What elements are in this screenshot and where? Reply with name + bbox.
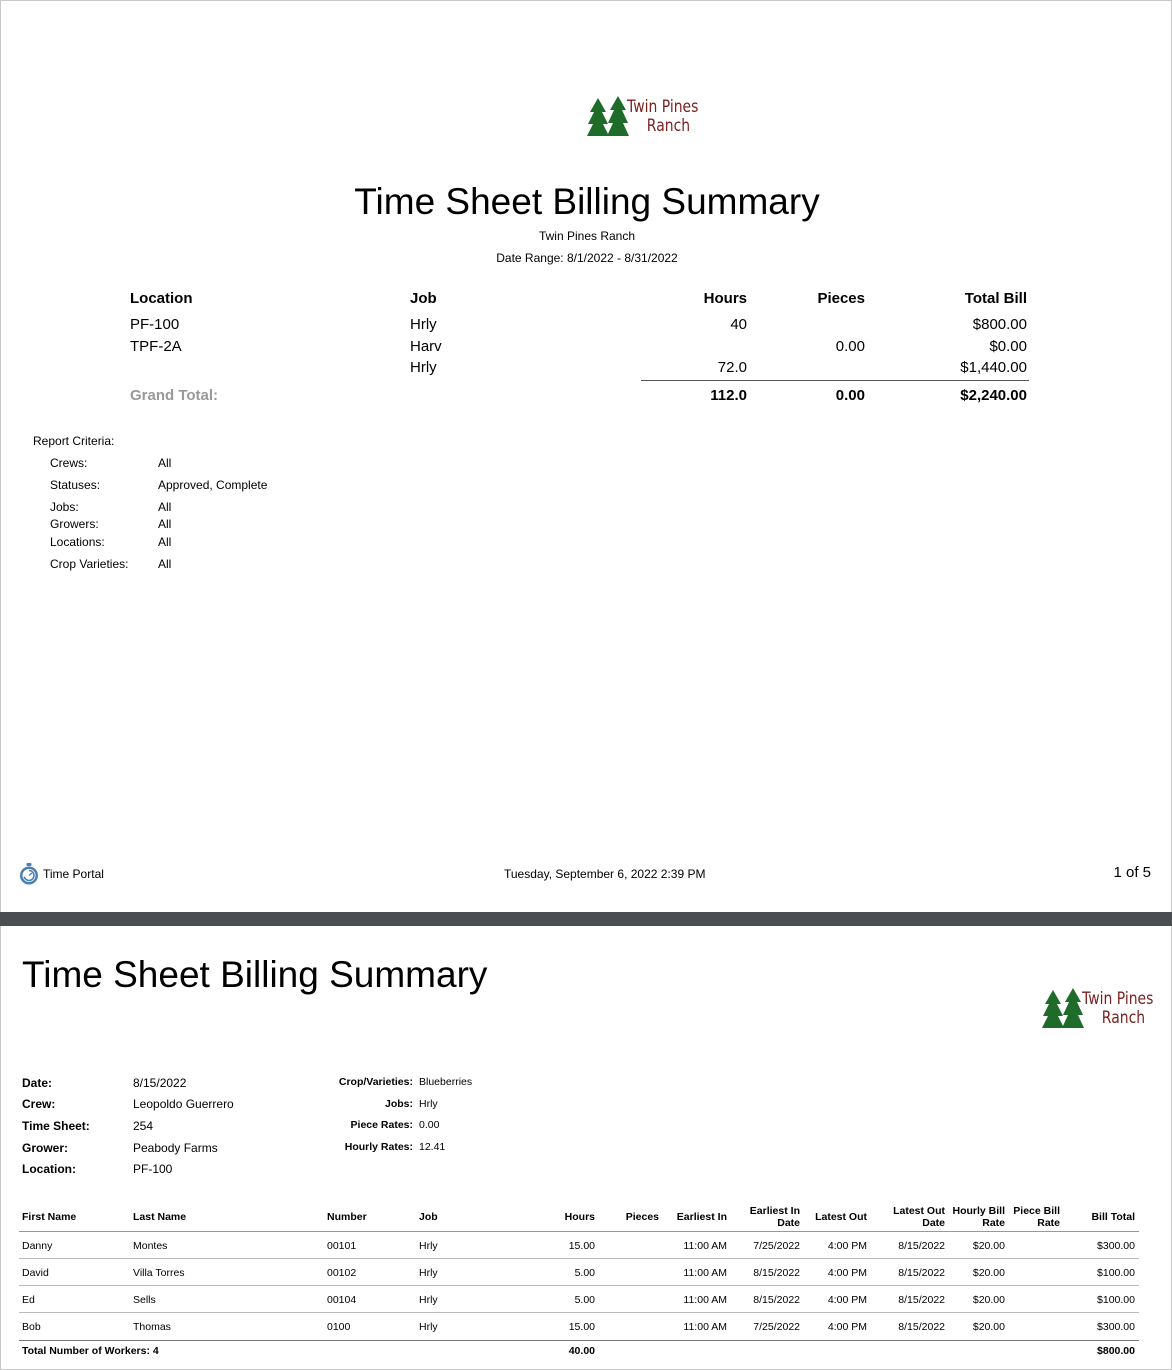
cell-latest-out: 4:00 PM (827, 1294, 867, 1306)
grand-total-pieces: 0.00 (835, 387, 865, 404)
grand-total-divider (641, 380, 1029, 381)
cell-first-name: Ed (22, 1294, 35, 1306)
info-label-grower: Grower: (22, 1141, 69, 1155)
th-hours: Hours (564, 1211, 595, 1223)
info-label-time-sheet: Time Sheet: (22, 1119, 90, 1133)
info-label-location: Location: (22, 1162, 76, 1176)
grand-total-hours: 112.0 (710, 387, 747, 404)
criteria-value: All (158, 557, 172, 571)
cell-hourly-rate: $20.00 (972, 1267, 1005, 1279)
footer-app-name: Time Portal (43, 867, 104, 881)
cell-earliest-in-date: 8/15/2022 (753, 1294, 800, 1306)
cell-earliest-in: 11:00 AM (683, 1267, 727, 1279)
criteria-value: All (158, 517, 172, 531)
row-divider (19, 1312, 1139, 1313)
cell-bill-total: $300.00 (1097, 1321, 1135, 1333)
cell-latest-out-date: 8/15/2022 (898, 1267, 945, 1279)
cell-last-name: Villa Torres (133, 1267, 185, 1279)
summary-job: Hrly (410, 359, 437, 376)
th-earliest-in-date-line2: Date (777, 1217, 800, 1229)
criteria-value: Approved, Complete (158, 478, 268, 492)
logo-text-line2: Ranch (1101, 1008, 1146, 1028)
criteria-label: Crews: (50, 456, 88, 470)
cell-hourly-rate: $20.00 (972, 1294, 1005, 1306)
th-earliest-in-date-line1: Earliest In (749, 1205, 800, 1217)
th-number: Number (327, 1211, 367, 1223)
cell-earliest-in-date: 7/25/2022 (753, 1321, 800, 1333)
info-label-jobs: Jobs: (384, 1098, 413, 1110)
cell-job: Hrly (419, 1267, 438, 1279)
cell-last-name: Montes (133, 1240, 168, 1252)
info-value-piece-rates: 0.00 (419, 1119, 440, 1131)
cell-hourly-rate: $20.00 (972, 1321, 1005, 1333)
info-label-date: Date: (22, 1076, 53, 1090)
info-value-crop: Blueberries (419, 1076, 473, 1088)
criteria-label: Locations: (50, 535, 105, 549)
cell-hours: 5.00 (574, 1267, 595, 1279)
summary-total-bill: $800.00 (972, 316, 1027, 333)
summary-hours: 72.0 (717, 359, 747, 376)
logo-text-line1: Twin Pines (1082, 989, 1154, 1009)
logo-text-line1: Twin Pines (627, 97, 699, 117)
info-value-location: PF-100 (133, 1162, 173, 1176)
info-value-grower: Peabody Farms (133, 1141, 218, 1155)
total-bill: $800.00 (1097, 1345, 1135, 1357)
col-header-job: Job (410, 290, 437, 307)
summary-total-bill: $1,440.00 (960, 359, 1027, 376)
date-range: Date Range: 8/1/2022 - 8/31/2022 (496, 251, 678, 265)
info-value-jobs: Hrly (419, 1098, 438, 1110)
criteria-label: Jobs: (50, 500, 79, 514)
th-first-name: First Name (22, 1211, 77, 1223)
cell-hours: 15.00 (568, 1240, 595, 1252)
info-label-crop: Crop/Varieties: (338, 1076, 413, 1088)
cell-first-name: Danny (22, 1240, 53, 1252)
cell-latest-out-date: 8/15/2022 (898, 1321, 945, 1333)
th-hourly-bill-rate (945, 1205, 1005, 1229)
criteria-heading: Report Criteria: (33, 434, 115, 448)
stopwatch-icon (19, 863, 39, 885)
cell-job: Hrly (419, 1321, 438, 1333)
info-label-piece-rates: Piece Rates: (350, 1119, 413, 1131)
footer-app-brand (19, 863, 104, 885)
th-hourly-bill-rate-line2: Rate (982, 1217, 1005, 1229)
info-label-crew: Crew: (22, 1097, 56, 1111)
footer-timestamp: Tuesday, September 6, 2022 2:39 PM (504, 867, 706, 881)
criteria-value: All (158, 456, 172, 470)
info-value-hourly-rates: 12.41 (419, 1141, 446, 1153)
col-header-location: Location (130, 290, 193, 307)
row-divider (19, 1258, 1139, 1259)
criteria-value: All (158, 535, 172, 549)
cell-last-name: Sells (133, 1294, 156, 1306)
grand-total-label: Grand Total: (130, 387, 219, 404)
row-divider (19, 1285, 1139, 1286)
total-workers-label: Total Number of Workers: 4 (22, 1345, 159, 1357)
grand-total-bill: $2,240.00 (960, 387, 1027, 404)
cell-job: Hrly (419, 1294, 438, 1306)
summary-hours: 40 (730, 316, 747, 333)
cell-latest-out: 4:00 PM (827, 1321, 867, 1333)
cell-earliest-in: 11:00 AM (683, 1240, 727, 1252)
th-piece-bill-rate-line2: Rate (1037, 1217, 1060, 1229)
th-bill-total: Bill Total (1091, 1211, 1135, 1223)
cell-earliest-in-date: 8/15/2022 (753, 1267, 800, 1279)
cell-hours: 5.00 (574, 1294, 595, 1306)
summary-job: Harv (410, 338, 442, 355)
cell-latest-out-date: 8/15/2022 (898, 1294, 945, 1306)
summary-total-bill: $0.00 (989, 338, 1027, 355)
summary-location: PF-100 (130, 316, 180, 333)
cell-latest-out: 4:00 PM (827, 1267, 867, 1279)
cell-earliest-in: 11:00 AM (683, 1321, 727, 1333)
criteria-label: Growers: (50, 517, 99, 531)
criteria-value: All (158, 500, 172, 514)
info-value-time-sheet: 254 (133, 1119, 154, 1133)
report-page-2 (0, 926, 1172, 1370)
report-title: Time Sheet Billing Summary (22, 954, 488, 995)
pine-trees-icon (587, 96, 629, 138)
cell-hourly-rate: $20.00 (972, 1240, 1005, 1252)
total-hours: 40.00 (568, 1345, 595, 1357)
company-logo (587, 96, 714, 138)
cell-number: 00101 (327, 1240, 357, 1252)
cell-bill-total: $100.00 (1097, 1294, 1135, 1306)
cell-latest-out-date: 8/15/2022 (898, 1240, 945, 1252)
cell-bill-total: $300.00 (1097, 1240, 1135, 1252)
summary-job: Hrly (410, 316, 437, 333)
th-latest-out-date-line2: Date (922, 1217, 945, 1229)
col-header-pieces: Pieces (817, 290, 865, 307)
th-pieces: Pieces (625, 1211, 659, 1223)
col-header-hours: Hours (703, 290, 747, 307)
company-logo (1042, 988, 1169, 1030)
th-hourly-bill-rate-line1: Hourly Bill (952, 1205, 1005, 1217)
info-value-date: 8/15/2022 (133, 1076, 187, 1090)
cell-hours: 15.00 (568, 1321, 595, 1333)
th-earliest-in-date (731, 1205, 800, 1229)
cell-latest-out: 4:00 PM (827, 1240, 867, 1252)
cell-earliest-in-date: 7/25/2022 (753, 1240, 800, 1252)
cell-bill-total: $100.00 (1097, 1267, 1135, 1279)
th-latest-out-date (875, 1205, 945, 1229)
info-label-hourly-rates: Hourly Rates: (344, 1141, 413, 1153)
th-job: Job (419, 1211, 438, 1223)
total-divider (19, 1340, 1139, 1341)
footer-page-number: 1 of 5 (1113, 864, 1151, 881)
cell-number: 0100 (327, 1321, 351, 1333)
logo-text-line2: Ranch (646, 116, 691, 136)
criteria-label: Statuses: (50, 478, 101, 492)
page-separator (0, 912, 1172, 926)
company-name: Twin Pines Ranch (538, 229, 636, 243)
cell-first-name: Bob (22, 1321, 41, 1333)
cell-first-name: David (22, 1267, 49, 1279)
th-last-name: Last Name (133, 1211, 187, 1223)
info-value-crew: Leopoldo Guerrero (133, 1097, 234, 1111)
th-piece-bill-rate (1005, 1205, 1060, 1229)
th-latest-out: Latest Out (815, 1211, 867, 1223)
report-title: Time Sheet Billing Summary (354, 181, 820, 222)
cell-earliest-in: 11:00 AM (683, 1294, 727, 1306)
summary-location: TPF-2A (130, 338, 182, 355)
th-earliest-in: Earliest In (676, 1211, 727, 1223)
cell-last-name: Thomas (133, 1321, 171, 1333)
cell-number: 00104 (327, 1294, 357, 1306)
pine-trees-icon (1042, 988, 1084, 1030)
criteria-label: Crop Varieties: (50, 557, 129, 571)
col-header-total-bill: Total Bill (964, 290, 1027, 307)
cell-number: 00102 (327, 1267, 357, 1279)
th-piece-bill-rate-line1: Piece Bill (1013, 1205, 1060, 1217)
cell-job: Hrly (419, 1240, 438, 1252)
th-latest-out-date-line1: Latest Out (893, 1205, 945, 1217)
table-divider (19, 1231, 1139, 1232)
summary-pieces: 0.00 (835, 338, 865, 355)
